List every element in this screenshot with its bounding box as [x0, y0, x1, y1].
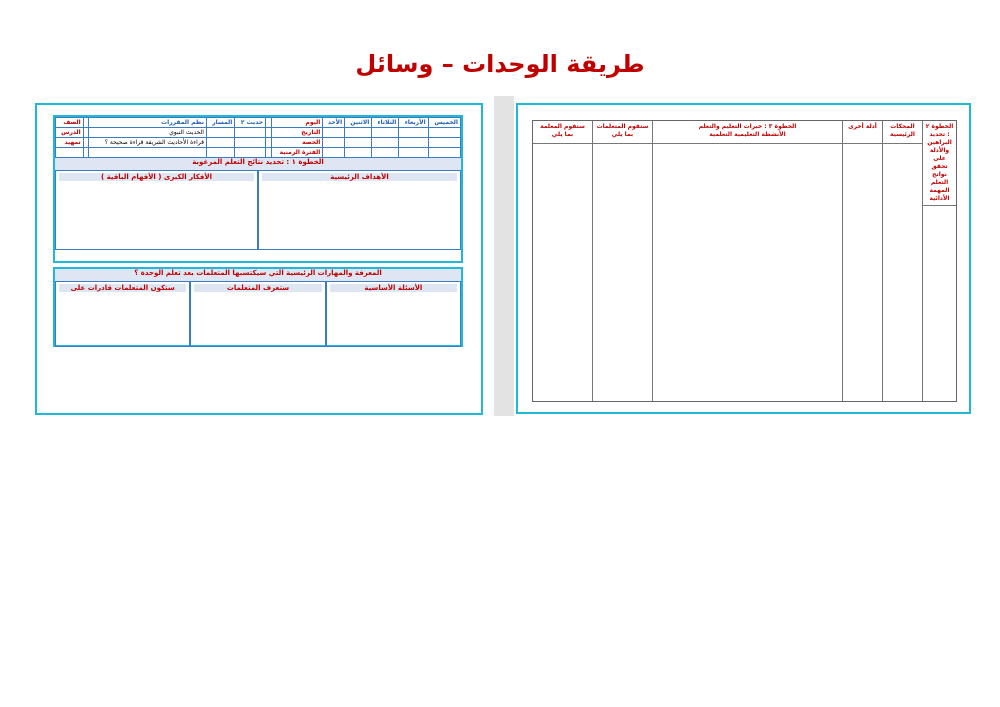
- header-cell: [56, 148, 84, 158]
- column-subheading: ستقوم المعلمة بما يلي: [540, 123, 585, 138]
- header-cell: [206, 128, 234, 138]
- header-cell: الاثنين: [345, 118, 372, 128]
- essential-questions-panel: [326, 281, 461, 347]
- table-column: [533, 121, 592, 401]
- header-cell: [428, 138, 460, 148]
- main-goals-panel: [258, 170, 461, 250]
- header-cell: [345, 148, 372, 158]
- column-subheading: المهمة الأدائية: [929, 187, 950, 202]
- page-divider: [494, 96, 514, 416]
- header-cell: [372, 148, 399, 158]
- table-column: [922, 121, 956, 401]
- header-cell: تمهيد: [56, 138, 84, 148]
- header-cell: [399, 148, 428, 158]
- header-cell: [399, 128, 428, 138]
- header-cell: [206, 148, 234, 158]
- header-cell: الفترة الزمنية: [271, 148, 323, 158]
- header-cell: الأحد: [323, 118, 345, 128]
- header-cell: [428, 148, 460, 158]
- header-cell: [345, 138, 372, 148]
- goals-row: [55, 170, 461, 250]
- header-cell: التاريخ: [271, 128, 323, 138]
- header-cell: الصف: [56, 118, 84, 128]
- students-able-panel: [55, 281, 190, 347]
- evidence-activities-table: [532, 120, 957, 402]
- lesson-header-table: [55, 117, 461, 158]
- header-cell: [323, 128, 345, 138]
- table-column: [882, 121, 922, 401]
- header-cell: [235, 138, 266, 148]
- header-row: [56, 138, 461, 148]
- knowledge-frame: [53, 267, 463, 347]
- students-able-heading: ستكون المتعلمات قادرات على: [59, 284, 186, 292]
- header-cell: اليوم: [271, 118, 323, 128]
- table-column: [842, 121, 882, 401]
- header-row: [56, 148, 461, 158]
- header-row: [56, 128, 461, 138]
- column-heading: [593, 121, 652, 144]
- column-subheading: ستقوم المتعلمات بما يلي: [596, 123, 649, 138]
- header-cell: الثلاثاء: [372, 118, 399, 128]
- header-cell: [372, 128, 399, 138]
- unit-plan-top-frame: [53, 115, 463, 263]
- header-cell: الأربعاء: [399, 118, 428, 128]
- table-column: [592, 121, 652, 401]
- column-heading: [843, 121, 882, 144]
- header-cell: حديث ٢: [235, 118, 266, 128]
- header-cell: نظم المقررات: [89, 118, 207, 128]
- header-cell: [345, 128, 372, 138]
- header-cell: قراءة الأحاديث الشريفة قراءة صحيحة ؟: [89, 138, 207, 148]
- step1-band: الخطوة ١ : تحديد نتائج التعلم المرغوبة: [55, 158, 461, 170]
- header-cell: الخميس: [428, 118, 460, 128]
- header-cell: [323, 138, 345, 148]
- table-column: [652, 121, 842, 401]
- unit-plan-sheet-left: [35, 103, 483, 415]
- header-cell: [206, 138, 234, 148]
- essential-questions-heading: الأسئلة الأساسية: [330, 284, 457, 292]
- step-heading: الخطوة ٣ : خبرات التعليم والتعلم: [698, 123, 797, 130]
- header-cell: الحديث النبوي: [89, 128, 207, 138]
- knowledge-row: [55, 281, 461, 347]
- header-cell: [399, 138, 428, 148]
- knowledge-band: المعرفة والمهارات الرئيسية التي سيكتسبها المتعلمات بعد تعلم الوحدة ؟: [55, 269, 461, 281]
- header-cell: [235, 148, 266, 158]
- step-heading: الخطوة ٢ : تحديد البراهين والأدلة على تحقق نواتج التعلم: [925, 123, 954, 186]
- big-ideas-heading: الأفكار الكبرى ( الأفهام الباقية ): [59, 173, 254, 181]
- main-goals-heading: الأهداف الرئيسية: [262, 173, 457, 181]
- header-cell: الدرس: [56, 128, 84, 138]
- big-ideas-panel: [55, 170, 258, 250]
- column-heading: [653, 121, 842, 144]
- column-heading: [883, 121, 922, 144]
- header-cell: [89, 148, 207, 158]
- header-cell: [323, 148, 345, 158]
- page-title: طريقة الوحدات – وسائل: [355, 50, 645, 78]
- header-cell: الحصة: [271, 138, 323, 148]
- column-subheading: الأنشطة التعليمية التعلمية: [709, 131, 786, 138]
- header-cell: [428, 128, 460, 138]
- header-cell: [235, 128, 266, 138]
- column-heading: [533, 121, 592, 144]
- students-know-panel: [190, 281, 325, 347]
- column-subheading: أدلة أخرى: [848, 123, 877, 130]
- unit-plan-sheet-right: [516, 103, 971, 414]
- header-cell: المسار: [206, 118, 234, 128]
- header-row: [56, 118, 461, 128]
- column-heading: [923, 121, 956, 206]
- header-cell: [372, 138, 399, 148]
- students-know-heading: ستعرف المتعلمات: [194, 284, 321, 292]
- column-subheading: المحكات الرئيسية: [890, 123, 915, 138]
